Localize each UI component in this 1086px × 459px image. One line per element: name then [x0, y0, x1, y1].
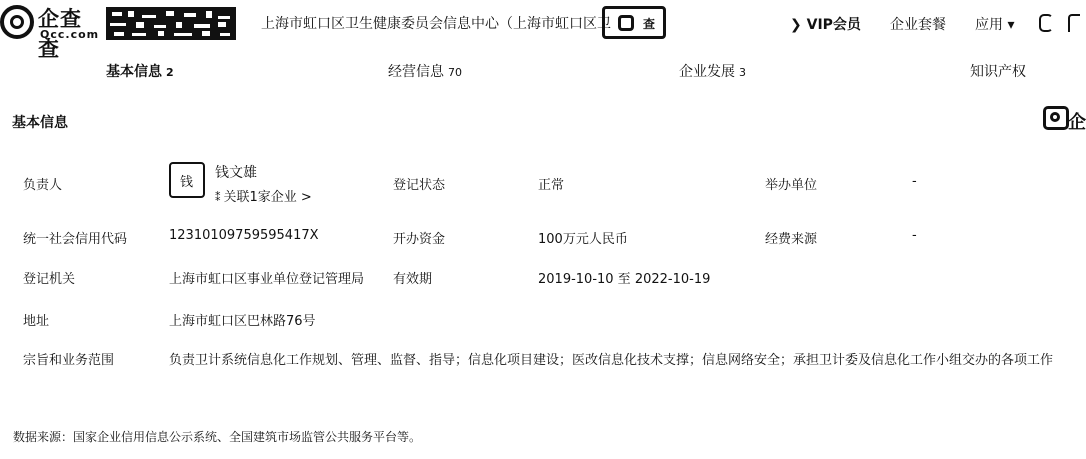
search-button-label: 查	[643, 17, 656, 31]
qcc-corner-icon	[1043, 106, 1069, 130]
capital-value: 100万元人民币	[538, 232, 628, 247]
notification-icon[interactable]	[1039, 14, 1053, 32]
top-header	[0, 0, 1080, 61]
credit-code-label: 统一社会信用代码	[23, 232, 128, 247]
tab-label: 企业发展	[679, 64, 735, 80]
validity-label: 有效期	[393, 272, 433, 287]
sponsor-value: -	[912, 174, 917, 189]
reg-status-value: 正常	[538, 178, 565, 193]
reg-status-label: 登记状态	[393, 178, 446, 193]
legal-rep-name[interactable]: 钱文雄	[215, 165, 257, 181]
funding-source-value: -	[912, 228, 917, 243]
scope-value: 负责卫计系统信息化工作规划、管理、监督、指导；信息化项目建设；医改信息化技术支撑；信息网络安全；承担卫计委及信息化工作小组交办的各项工作	[169, 353, 1054, 368]
data-source-note: 数据来源：国家企业信用信息公示系统、全国建筑市场监管公共服务平台等。	[13, 430, 422, 444]
tab-label: 基本信息	[106, 64, 162, 80]
chevron-icon: ❯	[790, 17, 802, 33]
user-icon[interactable]	[1068, 14, 1080, 32]
legal-rep-label: 负责人	[23, 178, 63, 193]
tab-count: 2	[166, 66, 174, 79]
scope-label: 宗旨和业务范围	[23, 353, 115, 368]
tab-count: 3	[739, 66, 746, 79]
registration-authority-label: 登记机关	[23, 272, 76, 287]
nav-vip[interactable]	[790, 14, 861, 34]
section-title: 基本信息	[12, 115, 68, 131]
related-companies-link[interactable]	[215, 186, 312, 205]
credit-code-value: 12310109759595417X	[169, 228, 319, 243]
qcc-logo[interactable]	[0, 3, 100, 61]
funding-source-label: 经费来源	[765, 232, 818, 247]
corner-glyph: 企	[1068, 112, 1086, 133]
redacted-banner	[106, 7, 236, 40]
sponsor-label: 举办单位	[765, 178, 818, 193]
avatar[interactable]	[169, 162, 205, 198]
search-button[interactable]	[602, 6, 666, 39]
search-icon	[618, 15, 634, 31]
link-icon: ⁑	[215, 191, 221, 204]
tab-label: 经营信息	[388, 64, 444, 80]
logo-text-cn: 企查查	[38, 7, 82, 61]
address-label: 地址	[23, 314, 50, 329]
capital-label: 开办资金	[393, 232, 446, 247]
tab-ip[interactable]	[970, 61, 1026, 81]
search-input[interactable]: 上海市虹口区卫生健康委员会信息中心（上海市虹口区卫	[261, 16, 611, 32]
registration-authority-value: 上海市虹口区事业单位登记管理局	[169, 272, 365, 287]
dropdown-arrow-icon: ▾	[1007, 17, 1015, 33]
tab-business-info[interactable]	[388, 61, 462, 81]
nav-vip-label: VIP会员	[806, 17, 861, 33]
tab-basic-info[interactable]	[106, 61, 174, 81]
logo-text-en: Qcc.com	[40, 28, 100, 41]
tab-count: 70	[448, 66, 462, 79]
related-companies-text: 关联1家企业 >	[223, 190, 312, 205]
tab-label: 知识产权	[970, 64, 1026, 80]
nav-apps[interactable]	[975, 14, 1014, 34]
address-value: 上海市虹口区巴林路76号	[169, 314, 316, 329]
nav-apps-label: 应用	[975, 17, 1003, 33]
avatar-char: 钱	[180, 175, 194, 190]
validity-value: 2019-10-10 至 2022-10-19	[538, 272, 711, 287]
nav-packages[interactable]: 企业套餐	[890, 17, 946, 33]
tab-bar	[0, 46, 1080, 94]
qcc-logo-icon	[0, 5, 34, 39]
tab-development[interactable]	[679, 61, 746, 81]
